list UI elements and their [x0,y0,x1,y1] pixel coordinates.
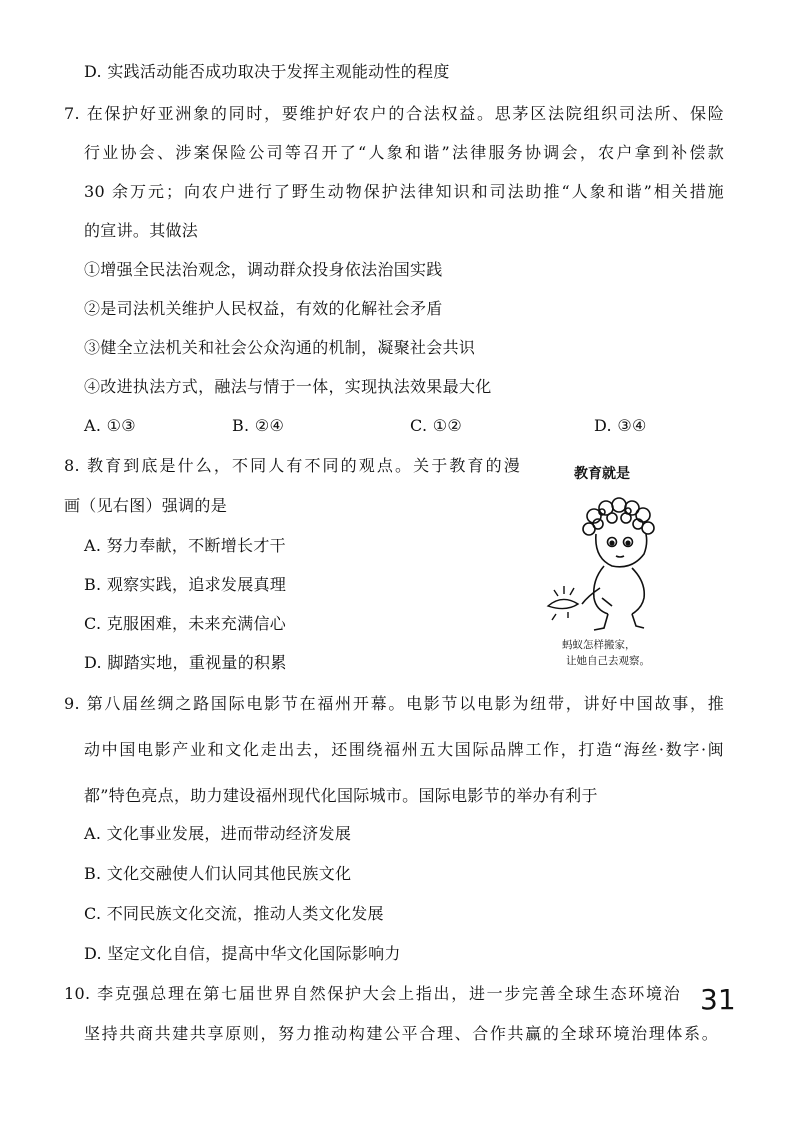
q7-stem-line-3: 30 余万元；向农户进行了野生动物保护法律知识和司法助推“人象和谐”相关措施 [84,182,724,201]
cartoon-caption-line-2: 让她自己去观察。 [566,655,650,667]
education-cartoon [532,458,722,673]
q10-stem-line-2: 坚持共商共建共享原则，努力推动构建公平合理、合作共赢的全球环境治理体系。 [84,1024,718,1043]
q7-option-d: D. ③④ [594,416,647,435]
q9-option-b: B. 文化交融使人们认同其他民族文化 [84,864,352,883]
q8-option-d: D. 脚踏实地，重视量的积累 [84,653,287,672]
q7-statement-2: ②是司法机关维护人民权益，有效的化解社会矛盾 [84,299,443,318]
cartoon-caption-line-1: 蚂蚁怎样搬家， [562,639,636,651]
q7-option-a: A. ①③ [84,416,136,435]
q7-statement-3: ③健全立法机关和社会公众沟通的机制，凝聚社会共识 [84,338,476,357]
q9-stem-line-1: 9. 第八届丝绸之路国际电影节在福州开幕。电影节以电影为纽带，讲好中国故事，推 [64,694,724,713]
hair-curls-icon [583,498,654,535]
crouching-body-icon [582,566,644,630]
q8-option-b: B. 观察实践，追求发展真理 [84,575,287,594]
q9-option-a: A. 文化事业发展，进而带动经济发展 [84,824,352,843]
q7-statement-4: ④改进执法方式，融法与情于一体，实现执法效果最大化 [84,377,492,396]
q9-option-c: C. 不同民族文化交流，推动人类文化发展 [84,904,384,923]
q9-stem-line-2: 动中国电影产业和文化走出去，还围绕福州五大国际品牌工作，打造“海丝·数字·闽 [84,740,724,759]
q9-option-d: D. 坚定文化自信，提高中华文化国际影响力 [84,944,401,963]
q7-option-c: C. ①② [410,416,463,435]
ant-hill-icon [548,586,578,620]
face-icon [596,534,647,567]
page-number: 31 [700,983,736,1016]
q7-stem-line-1: 7. 在保护好亚洲象的同时，要维护好农户的合法权益。思茅区法院组织司法所、保险 [64,104,724,123]
cartoon-drawing [532,458,722,673]
cartoon-title: 教育就是 [574,466,630,482]
q10-stem-line-1: 10. 李克强总理在第七届世界自然保护大会上指出，进一步完善全球生态环境治 [64,984,680,1003]
q7-stem-line-2: 行业协会、涉案保险公司等召开了“人象和谐”法律服务协调会，农户拿到补偿款 [84,143,724,162]
q6-option-d: D. 实践活动能否成功取决于发挥主观能动性的程度 [84,62,450,81]
q9-stem-line-3: 都”特色亮点，助力建设福州现代化国际城市。国际电影节的举办有利于 [84,786,598,805]
q8-stem-line-2: 画（见右图）强调的是 [64,496,228,515]
q7-stem-line-4: 的宣讲。其做法 [84,221,199,240]
q8-option-a: A. 努力奉献，不断增长才干 [84,536,286,555]
q8-stem-line-1: 8. 教育到底是什么，不同人有不同的观点。关于教育的漫 [64,456,520,475]
q7-statement-1: ①增强全民法治观念，调动群众投身依法治国实践 [84,260,443,279]
q8-option-c: C. 克服困难，未来充满信心 [84,614,287,633]
q7-option-b: B. ②④ [232,416,285,435]
